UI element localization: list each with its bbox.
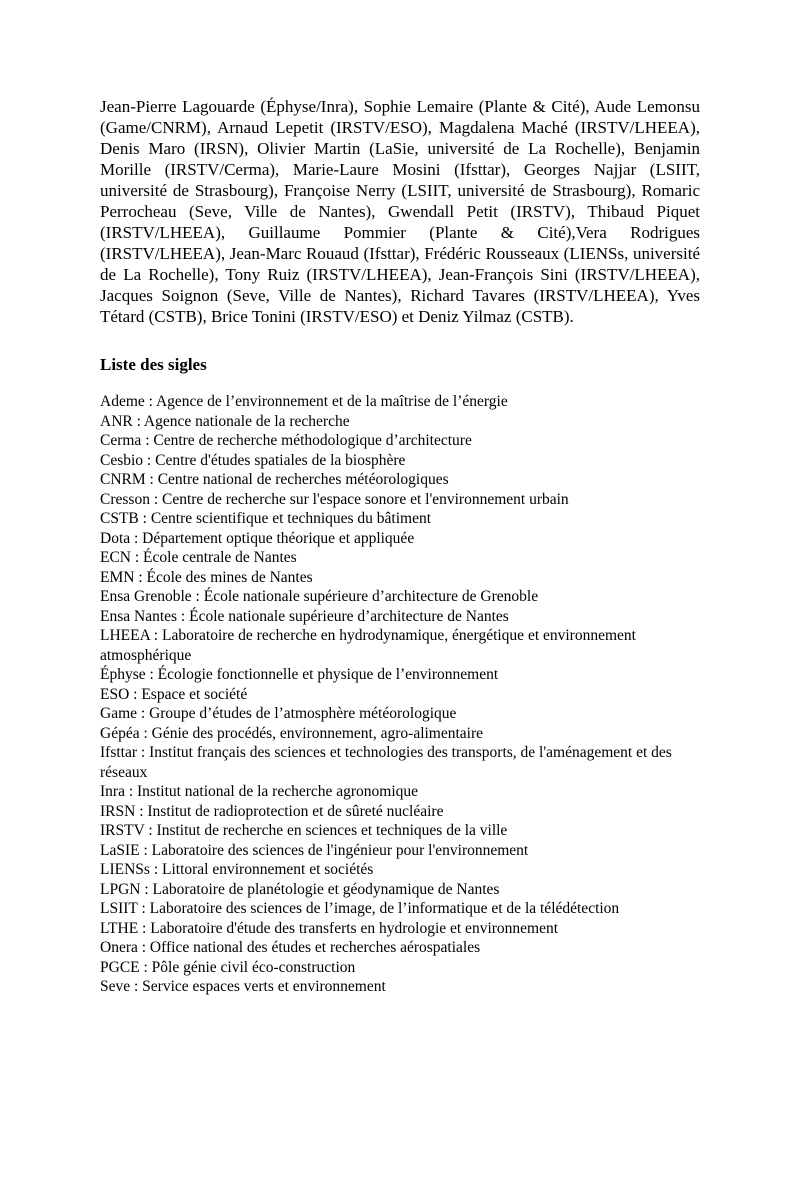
sigle-item: LTHE : Laboratoire d'étude des transferts en hydrologie et environnement: [100, 919, 559, 937]
sigle-item: EMN : École des mines de Nantes: [100, 568, 313, 586]
sigle-item: LHEEA : Laboratoire de recherche en hydrodynamique, énergétique et environnement atmosphérique: [100, 627, 636, 664]
sigle-item: Ensa Grenoble : École nationale supérieure d’architecture de Grenoble: [100, 588, 539, 605]
sigle-item: LPGN : Laboratoire de planétologie et géodynamique de Nantes: [100, 880, 500, 898]
sigle-item: IRSTV : Institut de recherche en sciences et techniques de la ville: [100, 822, 508, 839]
sigle-item: LSIIT : Laboratoire des sciences de l’image, de l’informatique et de la télédétection: [100, 900, 620, 917]
sigle-item: LaSIE : Laboratoire des sciences de l'ingénieur pour l'environnement: [100, 841, 529, 859]
authors-paragraph: Jean-Pierre Lagouarde (Éphyse/Inra), Sophie Lemaire (Plante & Cité), Aude Lemonsu (Game/CNRM), Arnaud Lepetit (IRSTV/ESO), Magdalena Maché (IRSTV/LHEEA), Denis Maro (IRSN), Olivier Martin (LaSie, université de La Rochelle), Benjamin Morille (IRSTV/Cerma), Marie-Laure Mosini (Ifsttar), Georges Najjar (LSIIT, université de Strasbourg), Françoise Nerry (LSIIT, université de Strasbourg), Romaric Perrocheau (Seve, Ville de Nantes), Gwendall Petit (IRSTV), Thibaud Piquet (IRSTV/LHEEA), Guillaume Pommier (Plante & Cité),Vera Rodrigues (IRSTV/LHEEA), Jean-Marc Rouaud (Ifsttar), Frédéric Rousseaux (LIENSs, université de La Rochelle), Tony Ruiz (IRSTV/LHEEA), Jean-François Sini (IRSTV/LHEEA), Jacques Soignon (Seve, Ville de Nantes), Richard Tavares (IRSTV/LHEEA), Yves Tétard (CSTB), Brice Tonini (IRSTV/ESO) et Deniz Yilmaz (CSTB).: [100, 97, 700, 326]
sigle-item: ANR : Agence nationale de la recherche: [100, 412, 350, 430]
sigle-item: Onera : Office national des études et recherches aérospatiales: [100, 939, 481, 956]
sigle-item: Gépéa : Génie des procédés, environnement, agro-alimentaire: [100, 724, 484, 742]
sigle-item: ESO : Espace et société: [100, 685, 248, 703]
sigle-item: Seve : Service espaces verts et environnement: [100, 978, 386, 995]
sigle-item: Cresson : Centre de recherche sur l'espace sonore et l'environnement urbain: [100, 490, 569, 508]
sigle-item: CNRM : Centre national de recherches météorologiques: [100, 471, 449, 488]
sigles-list: [100, 392, 700, 997]
sigle-item: ECN : École centrale de Nantes: [100, 549, 297, 566]
sigle-item: Ademe : Agence de l’environnement et de la maîtrise de l’énergie: [100, 393, 508, 410]
sigle-item: Inra : Institut national de la recherche agronomique: [100, 783, 419, 800]
sigle-item: Cerma : Centre de recherche méthodologique d’architecture: [100, 432, 472, 449]
sigle-item: Ifsttar : Institut français des sciences et technologies des transports, de l'aménagement et des réseaux: [100, 744, 672, 781]
sigle-item: Éphyse : Écologie fonctionnelle et physique de l’environnement: [100, 666, 499, 683]
sigle-item: IRSN : Institut de radioprotection et de sûreté nucléaire: [100, 802, 444, 820]
sigle-item: PGCE : Pôle génie civil éco-construction: [100, 958, 356, 976]
sigles-heading: Liste des sigles: [100, 355, 207, 374]
sigle-item: Game : Groupe d’études de l’atmosphère météorologique: [100, 705, 457, 722]
sigle-item: CSTB : Centre scientifique et techniques du bâtiment: [100, 510, 432, 527]
sigle-item: Dota : Département optique théorique et appliquée: [100, 529, 415, 547]
sigle-item: Cesbio : Centre d'études spatiales de la biosphère: [100, 451, 406, 469]
sigle-item: Ensa Nantes : École nationale supérieure d’architecture de Nantes: [100, 607, 509, 625]
sigle-item: LIENSs : Littoral environnement et sociétés: [100, 861, 374, 878]
